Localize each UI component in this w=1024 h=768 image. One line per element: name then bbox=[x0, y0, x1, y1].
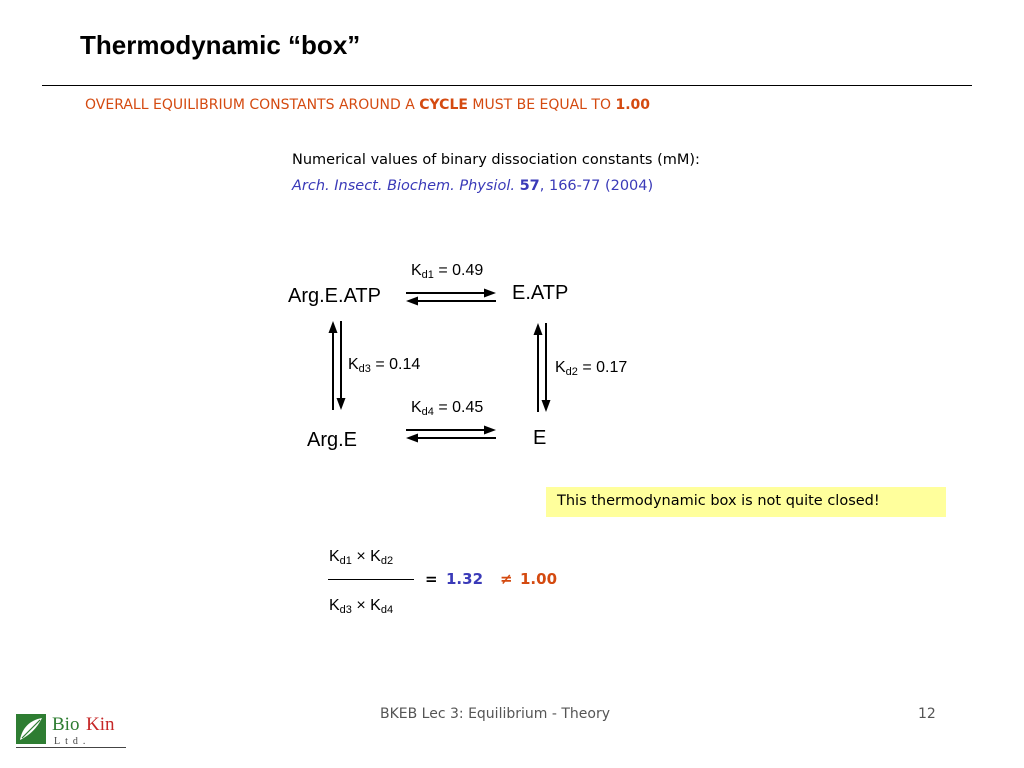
logo-bio: Bio bbox=[52, 714, 80, 735]
den-k4-sub: d4 bbox=[380, 604, 394, 616]
fraction-bar bbox=[328, 579, 414, 580]
species-e-atp: E.ATP bbox=[512, 282, 569, 304]
leaf-icon bbox=[16, 714, 46, 744]
note-text: This thermodynamic box is not quite closed! bbox=[557, 493, 880, 509]
formula-numerator bbox=[329, 548, 393, 567]
den-k3: K bbox=[329, 597, 340, 614]
biokin-logo bbox=[16, 714, 128, 750]
num-k1: K bbox=[329, 548, 340, 565]
formula-denominator bbox=[329, 597, 393, 616]
reference-intro: Numerical values of binary dissociation constants (mM): bbox=[292, 152, 700, 168]
kd4-sub: d4 bbox=[421, 406, 434, 418]
target-value: 1.00 bbox=[520, 570, 558, 588]
not-equal-sign: ≠ bbox=[500, 570, 513, 588]
den-k3-sub: d3 bbox=[339, 604, 352, 616]
num-k2: K bbox=[370, 548, 381, 565]
page-number: 12 bbox=[918, 706, 936, 722]
footer-title: BKEB Lec 3: Equilibrium - Theory bbox=[380, 706, 610, 722]
headline-value: 1.00 bbox=[615, 97, 650, 113]
den-k4: K bbox=[370, 597, 381, 614]
logo-kin: Kin bbox=[86, 714, 115, 735]
arrow-kd4-pair bbox=[406, 426, 496, 443]
kd1-value: = 0.49 bbox=[433, 262, 484, 279]
headline-part2: MUST BE EQUAL TO bbox=[467, 97, 616, 113]
kd2-value: = 0.17 bbox=[577, 359, 628, 376]
headline-cycle: CYCLE bbox=[419, 97, 468, 113]
kd3-value: = 0.14 bbox=[370, 356, 421, 373]
logo-underline bbox=[16, 747, 126, 748]
kd3-sub: d3 bbox=[358, 363, 371, 375]
num-k2-sub: d2 bbox=[380, 555, 394, 567]
species-arg-e-atp: Arg.E.ATP bbox=[288, 285, 381, 307]
species-e: E bbox=[533, 427, 547, 449]
result-value: 1.32 bbox=[446, 570, 484, 588]
logo-ltd: Ltd. bbox=[54, 736, 91, 747]
arrow-kd3-pair bbox=[329, 321, 346, 410]
den-times: × bbox=[356, 597, 366, 614]
reference-pages: , 166-77 (2004) bbox=[539, 178, 654, 194]
kd3-k: K bbox=[348, 356, 359, 373]
species-arg-e: Arg.E bbox=[307, 429, 358, 451]
kd4-value: = 0.45 bbox=[433, 399, 484, 416]
kd1-k: K bbox=[411, 262, 422, 279]
slide-title: Thermodynamic “box” bbox=[80, 30, 361, 60]
headline-part1: OVERALL EQUILIBRIUM CONSTANTS AROUND A bbox=[85, 97, 420, 113]
reference-journal: Arch. Insect. Biochem. Physiol. bbox=[292, 178, 515, 194]
num-k1-sub: d1 bbox=[339, 555, 352, 567]
kd2-k: K bbox=[555, 359, 566, 376]
kd2-sub: d2 bbox=[565, 366, 578, 378]
reference-volume: 57 bbox=[519, 178, 540, 194]
kd4-k: K bbox=[411, 399, 422, 416]
num-times: × bbox=[356, 548, 366, 565]
equals-sign: = bbox=[425, 570, 438, 588]
arrow-kd1-pair bbox=[406, 289, 496, 306]
arrow-kd2-pair bbox=[534, 323, 551, 412]
kd1-sub: d1 bbox=[421, 269, 434, 281]
